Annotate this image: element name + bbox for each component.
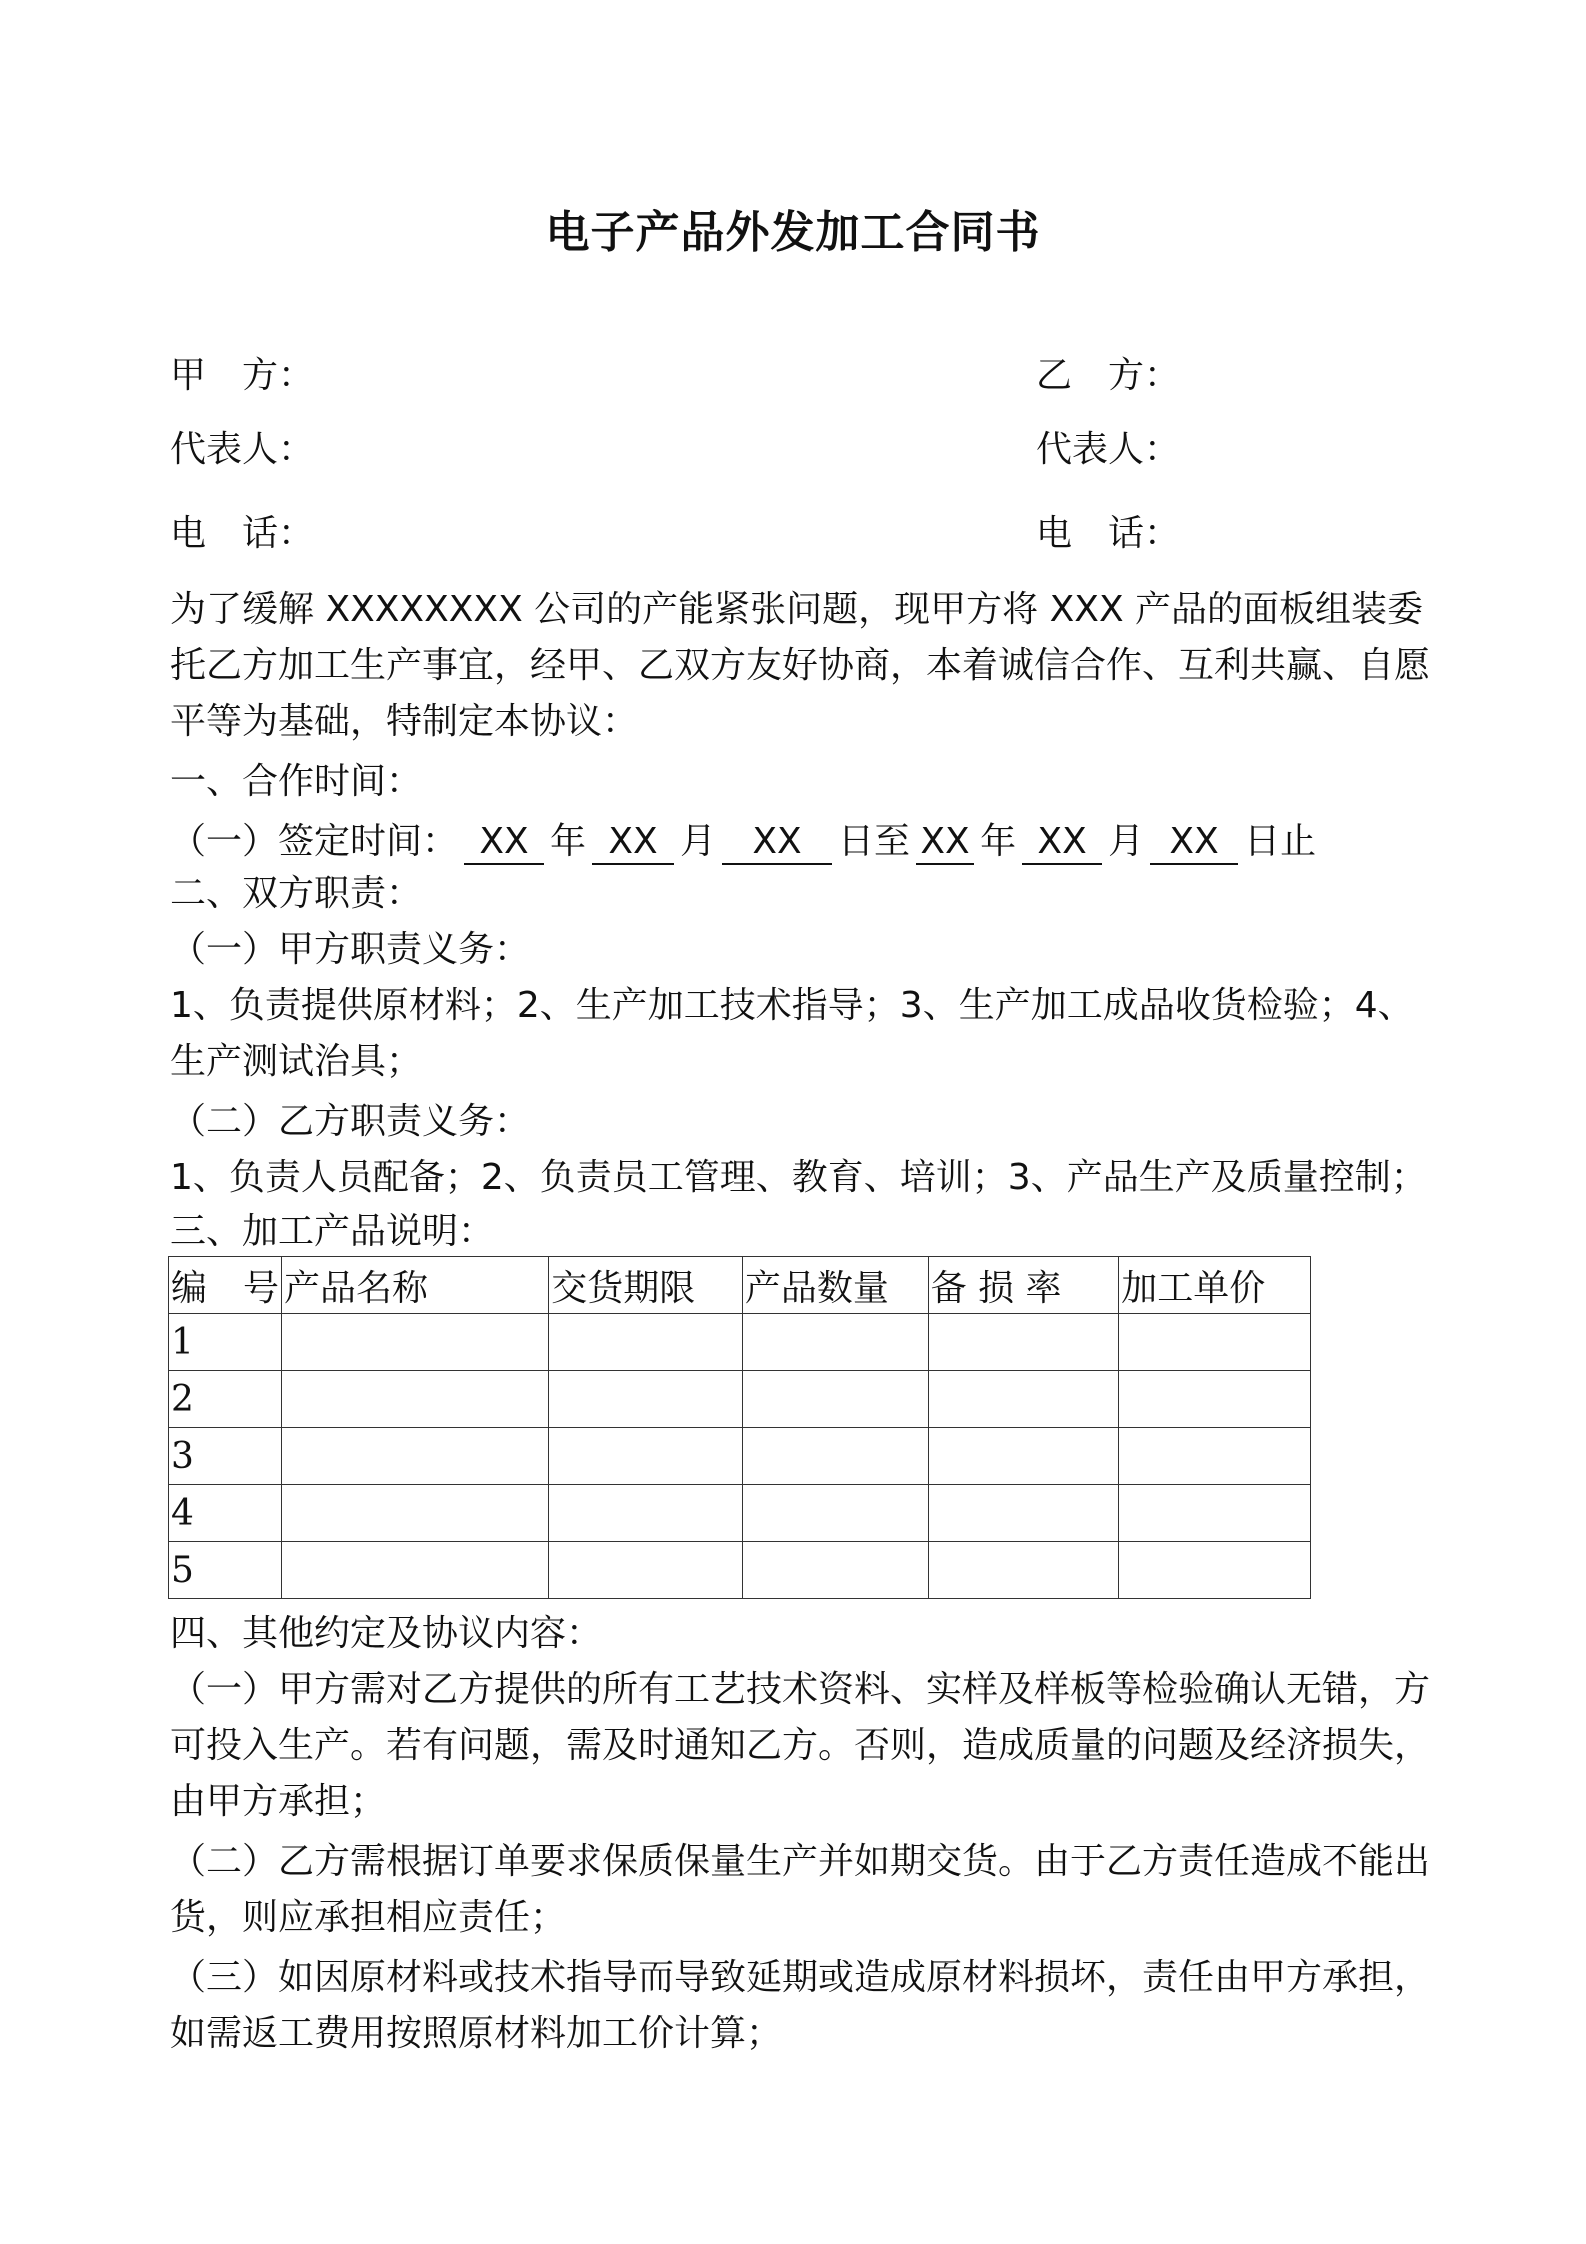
party-a-label: 甲 方： (170, 355, 315, 396)
column-header-number: 编 号 (169, 1257, 282, 1314)
section-3-heading: 三、加工产品说明： (170, 1211, 495, 1252)
party-b-duties-text: 1、负责人员配备；2、负责员工管理、教育、培训；3、产品生产及质量控制； (170, 1157, 1427, 1198)
table-row (169, 1485, 1311, 1542)
empty-cell (1119, 1542, 1311, 1599)
empty-cell (928, 1542, 1119, 1599)
empty-cell (549, 1314, 743, 1371)
clause-4-1: （一）甲方需对乙方提供的所有工艺技术资料、实样及样板等检验确认无错，方可投入生产。若有问题，需及时通知乙方。否则，造成质量的问题及经济损失，由甲方承担； (170, 1669, 1431, 1822)
empty-cell (1119, 1371, 1311, 1428)
empty-cell (742, 1428, 928, 1485)
empty-cell (928, 1485, 1119, 1542)
empty-cell (1119, 1428, 1311, 1485)
signing-date-label: （一）签定时间： (170, 821, 459, 862)
empty-cell (928, 1314, 1119, 1371)
party-a-phone: 电 话： (170, 513, 315, 554)
empty-cell (282, 1542, 549, 1599)
column-header-quantity: 产品数量 (742, 1257, 928, 1314)
row-number-cell: 2 (169, 1371, 282, 1428)
empty-cell (282, 1485, 549, 1542)
empty-cell (742, 1542, 928, 1599)
start-year-unit: 年 (550, 821, 587, 862)
empty-cell (928, 1428, 1119, 1485)
empty-cell (549, 1485, 743, 1542)
row-number-cell: 1 (169, 1314, 282, 1371)
empty-cell (742, 1485, 928, 1542)
row-number-cell: 5 (169, 1542, 282, 1599)
party-b-label: 乙 方： (1036, 355, 1181, 396)
empty-cell (549, 1542, 743, 1599)
start-day-blank: XX (722, 821, 832, 865)
table-row (169, 1542, 1311, 1599)
party-b-representative: 代表人： (1036, 429, 1181, 470)
column-header-unit-price: 加工单价 (1119, 1257, 1311, 1314)
start-day-unit: 日至 (838, 821, 911, 862)
table-header-row (169, 1257, 1311, 1314)
end-month-blank: XX (1022, 821, 1102, 865)
end-year-unit: 年 (980, 821, 1017, 862)
table-row (169, 1371, 1311, 1428)
column-header-spare-rate: 备 损 率 (928, 1257, 1119, 1314)
empty-cell (282, 1428, 549, 1485)
start-month-blank: XX (592, 821, 674, 865)
column-header-product-name: 产品名称 (282, 1257, 549, 1314)
row-number-cell: 3 (169, 1428, 282, 1485)
empty-cell (549, 1428, 743, 1485)
section-4-heading: 四、其他约定及协议内容： (170, 1613, 603, 1654)
empty-cell (282, 1314, 549, 1371)
table-row (169, 1428, 1311, 1485)
party-a-duties-heading: （一）甲方职责义务： (170, 929, 531, 970)
party-b-duties-heading: （二）乙方职责义务： (170, 1101, 531, 1142)
column-header-delivery-deadline: 交货期限 (549, 1257, 743, 1314)
clause-4-2: （二）乙方需根据订单要求保质保量生产并如期交货。由于乙方责任造成不能出货，则应承担相应责任； (170, 1841, 1431, 1938)
signing-date-line (170, 814, 1316, 870)
intro-paragraph: 为了缓解 XXXXXXXX 公司的产能紧张问题，现甲方将 XXX 产品的面板组装委托乙方加工生产事宜，经甲、乙双方友好协商，本着诚信合作、互利共赢、自愿平等为基础，特制定本协议： (170, 589, 1431, 742)
product-spec-table (168, 1256, 1311, 1599)
empty-cell (928, 1371, 1119, 1428)
party-a-duties-text: 1、负责提供原材料；2、生产加工技术指导；3、生产加工成品收货检验；4、生产测试治具； (170, 985, 1414, 1082)
end-month-unit: 月 (1108, 821, 1145, 862)
empty-cell (282, 1371, 549, 1428)
empty-cell (742, 1314, 928, 1371)
end-day-blank: XX (1150, 821, 1238, 865)
empty-cell (1119, 1485, 1311, 1542)
start-month-unit: 月 (680, 821, 717, 862)
document-title: 电子产品外发加工合同书 (545, 207, 1041, 258)
empty-cell (549, 1371, 743, 1428)
end-day-unit: 日止 (1244, 821, 1317, 862)
empty-cell (1119, 1314, 1311, 1371)
clause-4-3: （三）如因原材料或技术指导而导致延期或造成原材料损坏，责任由甲方承担，如需返工费用按照原材料加工价计算； (170, 1957, 1431, 2054)
end-year-blank: XX (916, 821, 974, 865)
table-row (169, 1314, 1311, 1371)
section-2-heading: 二、双方职责： (170, 873, 423, 914)
start-year-blank: XX (464, 821, 544, 865)
party-b-phone: 电 话： (1036, 513, 1181, 554)
section-1-heading: 一、合作时间： (170, 761, 423, 802)
party-a-representative: 代表人： (170, 429, 315, 470)
row-number-cell: 4 (169, 1485, 282, 1542)
empty-cell (742, 1371, 928, 1428)
